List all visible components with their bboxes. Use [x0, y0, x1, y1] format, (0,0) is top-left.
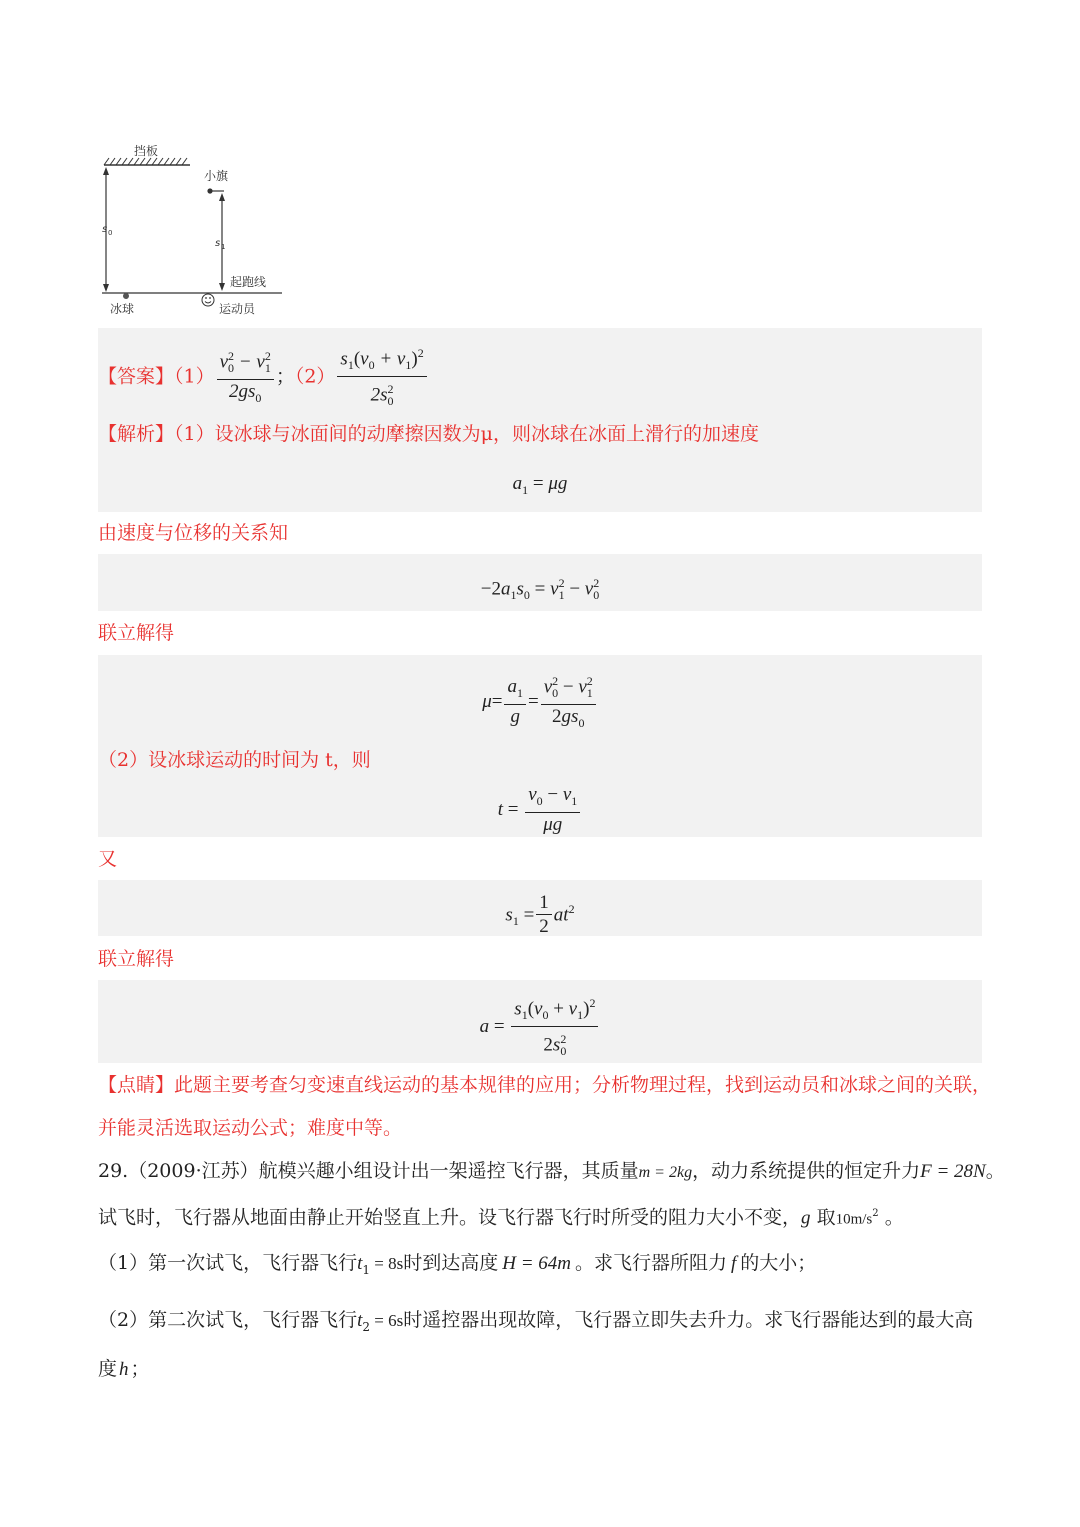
gravity-value: 10m/s: [835, 1211, 873, 1228]
answer-tag: 【答案】: [98, 365, 175, 388]
answer-separator: ；: [275, 365, 295, 388]
answer-line: [98, 342, 429, 409]
analysis-line-5: 又: [98, 848, 118, 870]
athlete-icon: [202, 294, 214, 306]
s0-label: s: [102, 224, 108, 235]
mass-value: m = 2kg: [638, 1164, 693, 1181]
svg-text:1: 1: [221, 243, 226, 251]
t1-symbol: t: [357, 1253, 363, 1274]
question-line-2: 试飞时，飞行器从地面由静止开始竖直上升。设飞行器飞行时所受的阻力大小不变，g 取$10m/s^2$ 。: [98, 1206, 904, 1229]
puck-icon: [123, 293, 129, 299]
gravity-symbol: g: [801, 1207, 811, 1229]
comment-line-1: 【点睛】此题主要考查匀变速直线运动的基本规律的应用；分析物理过程，找到运动员和冰球之间的关联，: [98, 1074, 992, 1096]
answer-formula-1: $\frac{v_0^2 - v_1^2}{2gs_0}$: [217, 345, 274, 410]
baffle-hatch: [104, 158, 187, 165]
ice-puck-diagram: [98, 138, 298, 323]
equation-6: a = $\frac{s_1(v_0 + v_1)^2}{2s_0^2}$: [98, 992, 982, 1063]
answer-part2: （2）: [294, 365, 336, 388]
t2-symbol: t: [357, 1310, 363, 1331]
baffle-label: 挡板: [134, 144, 159, 158]
start-line-label: 起跑线: [230, 275, 267, 289]
answer-part1: （1）: [174, 365, 215, 388]
max-height-symbol: h: [119, 1359, 129, 1380]
equation-4: t = $\frac{v_0 - v_1}{\mu g}$: [98, 784, 982, 837]
equation-1: $a_1 = \mu g$: [512, 473, 568, 497]
comment-line-2: 并能灵活选取运动公式；难度中等。: [98, 1117, 403, 1139]
question-part-2: （2）第二次试飞，飞行器飞行$t_2 = 6s$时遥控器出现故障，飞行器立即失去升力。求飞行器能达到的最大高: [98, 1309, 974, 1334]
analysis-line-1: 【解析】（1）设冰球与冰面间的动摩擦因数为μ，则冰球在冰面上滑行的加速度: [98, 423, 759, 445]
svg-text:0: 0: [108, 229, 113, 237]
puck-label: 冰球: [110, 302, 135, 316]
answer-formula-2: $\frac{s_1(v_0 + v_1)^2}{2s_0^2}$: [337, 342, 426, 413]
equation-5: $s_1$ = $\frac{1}{2}$ $at^2$: [505, 892, 575, 938]
s1-label: s: [215, 238, 221, 249]
analysis-line-2: 由速度与位移的关系知: [98, 522, 289, 544]
analysis-line-3: 联立解得: [98, 622, 175, 644]
question-part-2-cont: 度 h ；: [98, 1358, 150, 1380]
question-line-1: 29.（2009·江苏）航模兴趣小组设计出一架遥控飞行器，其质量m = 2kg，动力系统提供的恒定升力F = 28N。: [98, 1160, 1005, 1182]
question-part-1: （1）第一次试飞，飞行器飞行$t_1 = 8s$时到达高度 H = 64m 。求飞行器所阻力 f 的大小；: [98, 1252, 817, 1277]
equation-2: $-2a_1s_0 = v_1^2 - v_0^2$: [480, 576, 600, 603]
flag-label: 小旗: [204, 169, 229, 183]
athlete-label: 运动员: [219, 302, 256, 316]
analysis-line-4: （2）设冰球运动的时间为 t，则: [98, 749, 371, 771]
drag-symbol: f: [731, 1253, 737, 1274]
comment-tag: 【点睛】: [98, 1074, 175, 1096]
height-value: H = 64m: [502, 1253, 571, 1274]
analysis-line-6: 联立解得: [98, 948, 175, 970]
analysis-tag: 【解析】: [98, 423, 175, 445]
force-value: F = 28N: [920, 1161, 986, 1182]
equation-3: μ= $\frac{a_1}{g}$ = $\frac{v_0^2 - v_1^2}{2gs_0}$: [98, 670, 982, 735]
